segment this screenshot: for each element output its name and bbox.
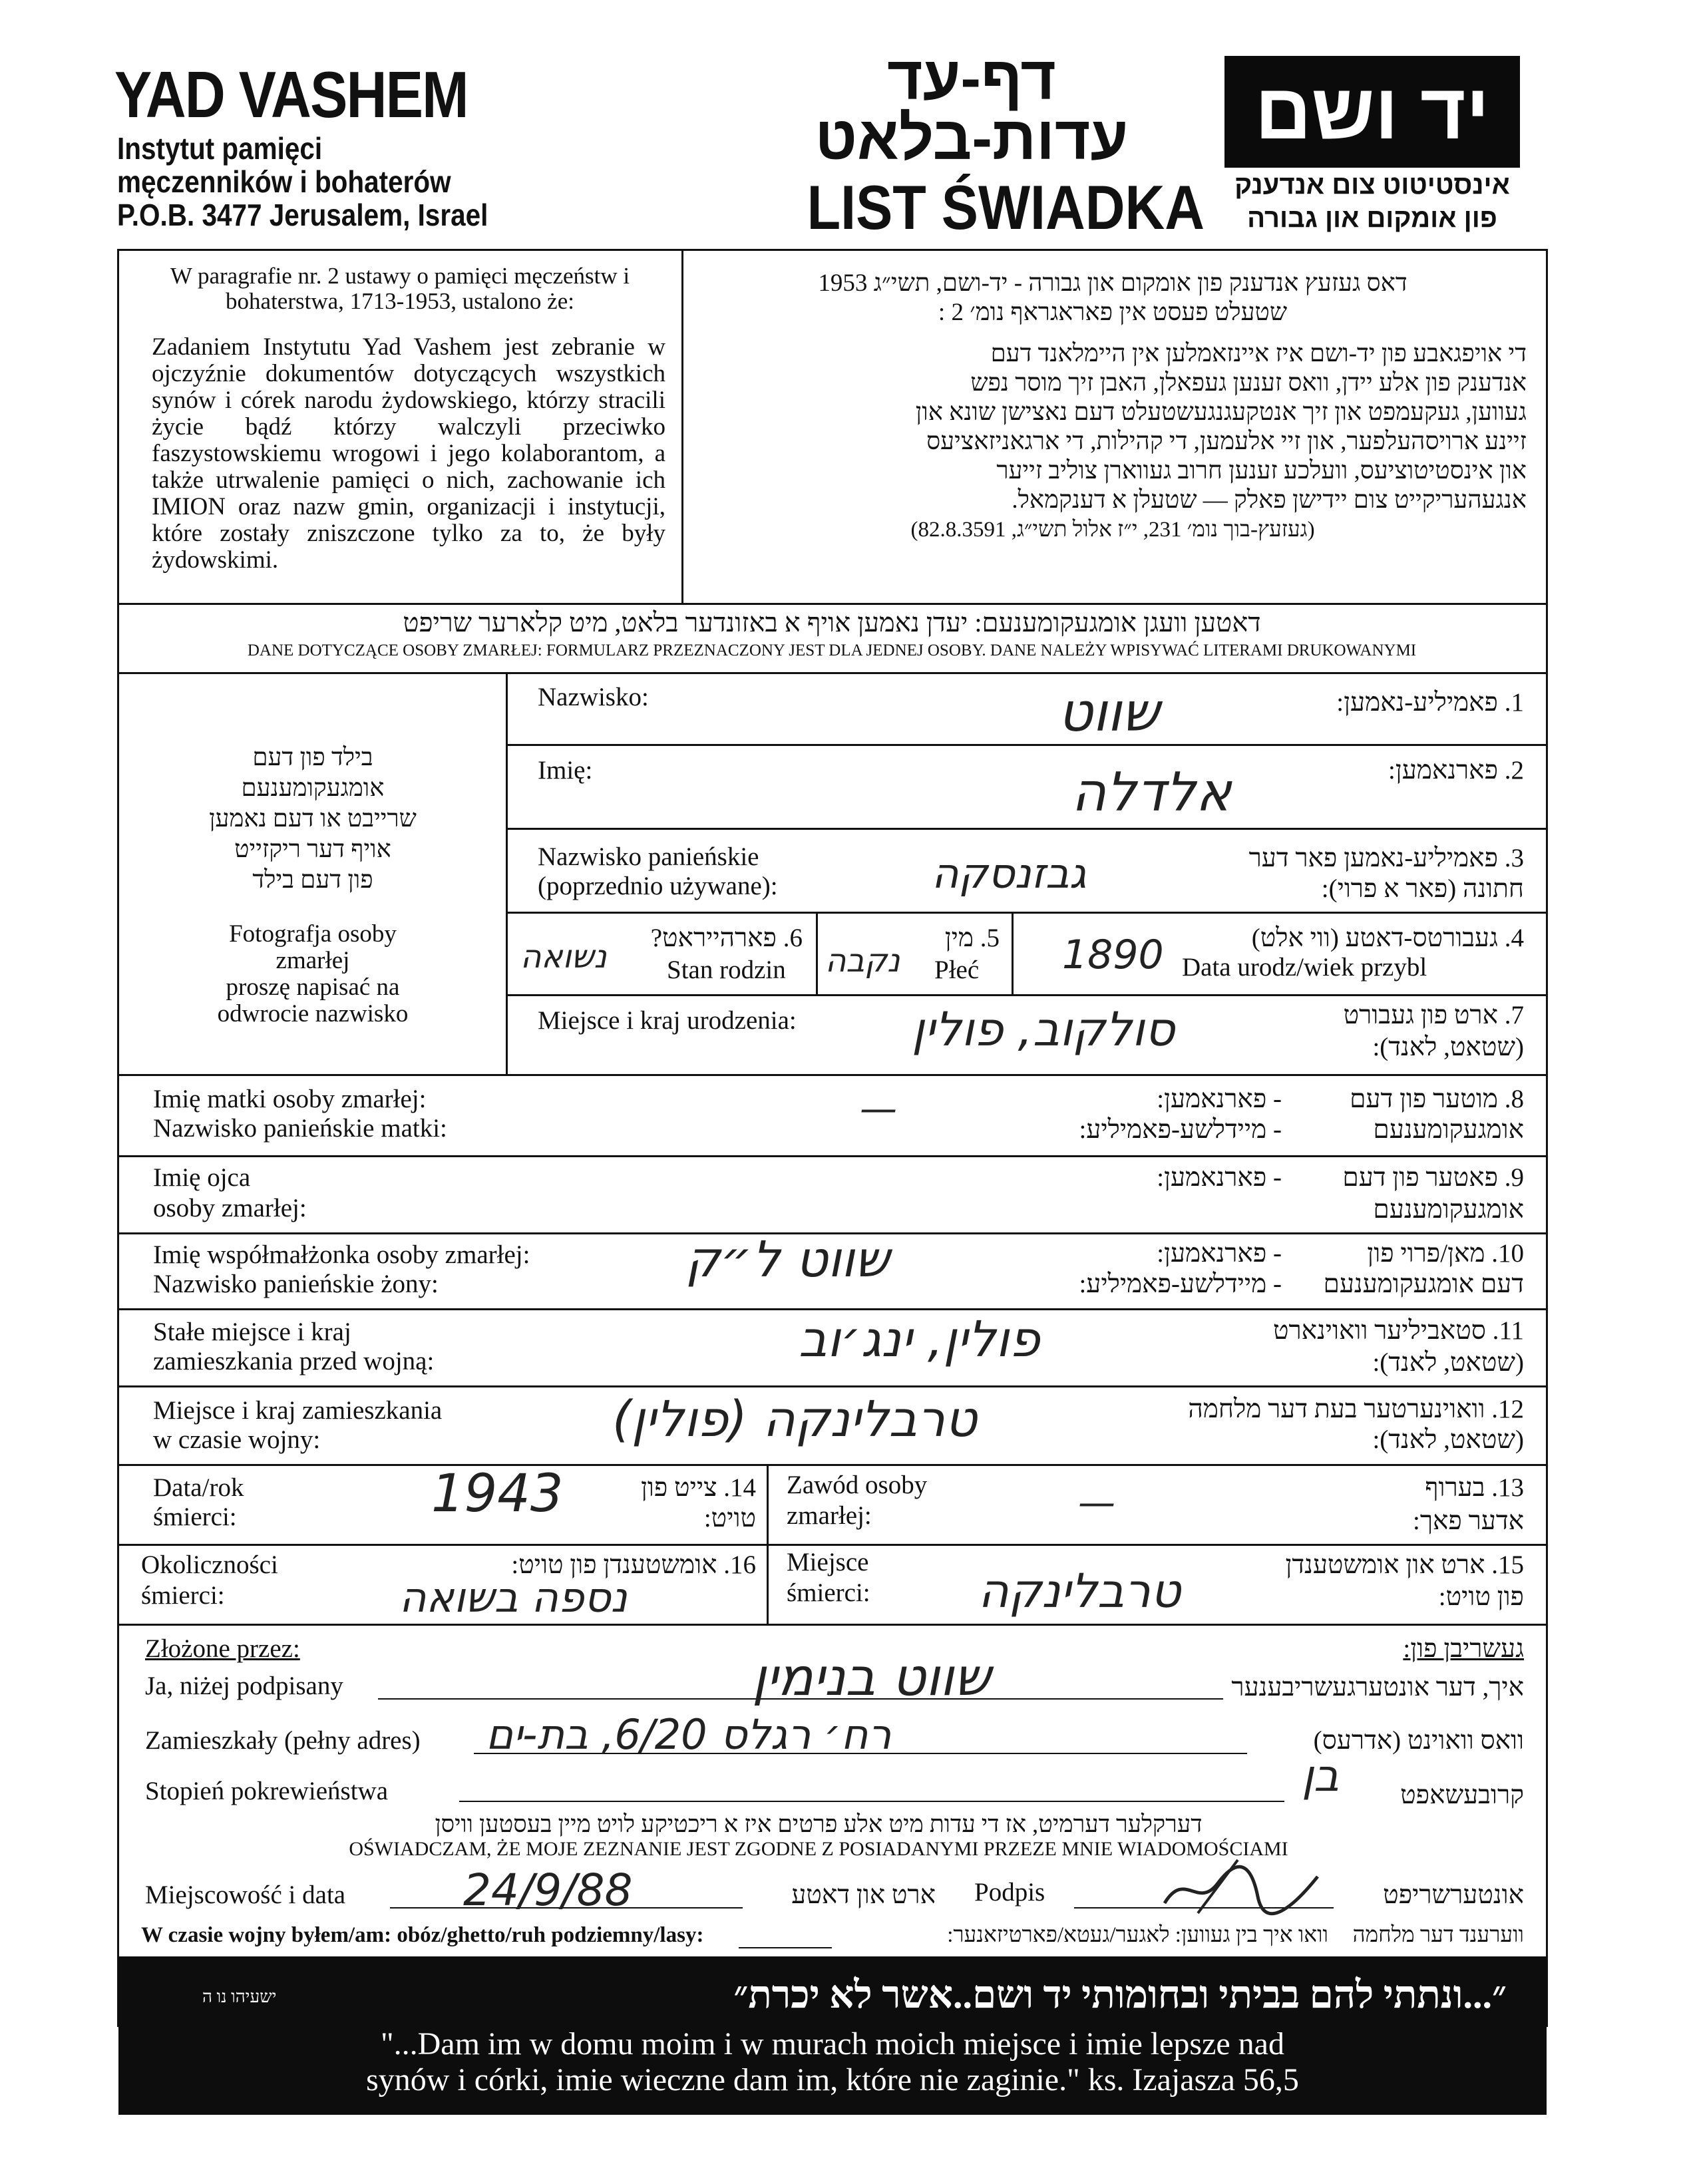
field-11-yiddish-label-1: 11. סטאביליער וואוינארט: [1272, 1316, 1524, 1345]
field-14-yiddish-label-2: טויט:: [703, 1504, 756, 1533]
field-11-yiddish-label-2: (שטאט, לאנד):: [1372, 1348, 1524, 1377]
field-15-polish-label-1: Miejsce: [787, 1548, 869, 1576]
field-7-yiddish-label-1: 7. ארט פון געבורט: [1343, 1001, 1524, 1029]
field-16-value[interactable]: נספה בשואה: [399, 1573, 628, 1622]
field-3-polish-label-1: Nazwisko panieńskie: [538, 842, 759, 871]
submitter-relation-yiddish-label: קרובעשאפט: [1400, 1781, 1524, 1809]
declaration-polish: OŚWIADCZAM, ŻE MOJE ZEZNANIE JEST ZGODNE Z POSIADANYMI PRZEZE MNIE WIADOMOŚCIAMI: [349, 1838, 1288, 1860]
field-2-polish-label: Imię:: [538, 756, 593, 785]
field-15-value[interactable]: טרבלינקה: [978, 1564, 1181, 1618]
field-6-polish-label: Stan rodzin: [667, 956, 786, 984]
field-13-yiddish-label-2: אדער פאך:: [1413, 1507, 1524, 1535]
photo-polish-line: Fotografja osoby: [229, 920, 397, 948]
field-6-yiddish-label: 6. פארהייראט?: [650, 924, 803, 952]
submitter-address-yiddish-label: וואס וואוינט (אדרעס): [1313, 1726, 1524, 1755]
field-8-yiddish-label-1: 8. מוטער פון דעם: [1350, 1085, 1524, 1113]
org-address: P.O.B. 3477 Jerusalem, Israel: [117, 198, 488, 232]
field-7-polish-label: Miejsce i kraj urodzenia:: [538, 1006, 797, 1035]
field-8-yiddish-subfield-2: - מיידלשע-פאמיליע:: [1079, 1115, 1282, 1144]
instructions-yiddish: דאטען וועגן אומגעקומענעם: יעדן נאמען אויף א באזונדער בלאט, מיט קלארער שריפט: [403, 608, 1261, 637]
photo-polish-line: proszę napisać na: [226, 974, 400, 1001]
logo-subtitle-1: אינסטיטוט צום אנדענק: [1234, 170, 1510, 200]
footer-polish-line-2: synów i córki, imie wieczne dam im, które nie zaginie." ks. Izajasza 56,5: [366, 2062, 1299, 2097]
field-10-yiddish-label-2: דעם אומגעקומענעם: [1323, 1270, 1524, 1298]
org-line-2: męczenników i bohaterów: [117, 164, 451, 199]
law-yiddish-line: (געזעץ-בוך נומ׳ 231, י״ז אלול תשי״ג, 82.8.3591): [910, 518, 1315, 542]
law-yiddish-text: [699, 269, 1527, 544]
field-8-polish-label-1: Imię matki osoby zmarłej:: [153, 1085, 427, 1113]
wartime-polish-label: W czasie wojny byłem/am: obóz/ghetto/ruh podziemny/lasy:: [141, 1923, 704, 1947]
field-2-yiddish-label: 2. פארנאמען:: [1388, 756, 1524, 785]
field-3-polish-label-2: (poprzednio używane):: [538, 872, 778, 900]
submitter-name-value[interactable]: שווט בנימין: [752, 1648, 991, 1708]
org-line-1: Instytut pamięci: [117, 131, 323, 166]
field-10-yiddish-label-1: 10. מאן/פרוי פון: [1367, 1239, 1524, 1268]
instructions-polish: DANE DOTYCZĄCE OSOBY ZMARŁEJ: FORMULARZ PRZEZNACZONY JEST DLA JEDNEJ OSOBY. DANE NALEŻY WPISYWAĆ LITERAMI DRUKOWANYMI: [247, 641, 1417, 659]
law-yiddish-line: די אויפגאבע פון יד-ושם איז איינזאמלען אין היימלאנד דעם: [990, 340, 1527, 367]
field-3-value[interactable]: גבזנסקה: [932, 849, 1087, 898]
field-12-polish-label-2: w czasie wojny:: [153, 1425, 321, 1454]
field-10-value[interactable]: שווט ל״ק: [685, 1231, 890, 1288]
field-4-yiddish-label: 4. געבורטס-דאטע (ווי אלט): [1251, 924, 1524, 952]
photo-yiddish-line: שרייבט או דעם נאמען: [209, 805, 417, 832]
signature-polish-label: Podpis: [974, 1878, 1045, 1907]
footer-hebrew-reference: ישעיהו נו ה: [202, 1987, 277, 2006]
field-5-yiddish-label: 5. מין: [944, 924, 1000, 952]
field-15-yiddish-label-1: 15. ארט און אומשטענדן: [1285, 1550, 1524, 1579]
law-polish-intro: W paragrafie nr. 2 ustawy o pamięci męczeństw i bohaterstwa, 1713-1953, ustalono że:: [170, 263, 630, 314]
logo-subtitle-2: פון אומקום און גבורה: [1247, 204, 1497, 233]
footer-hebrew-quote: ״...ונתתי להם בביתי ובחומותי יד ושם..אשר לא יכרת״: [733, 1973, 1507, 2016]
field-14-yiddish-label-1: 14. צייט פון: [640, 1473, 756, 1502]
field-13-yiddish-label-1: 13. בערוף: [1425, 1473, 1524, 1502]
law-yiddish-line: שטעלט פעסט אין פאראגראף נומ׳ 2 :: [938, 299, 1288, 326]
law-yiddish-line: געווען, געקעמפט און זיך אנטקעגנגעשטעלט דעם נאצישן שונא און: [915, 399, 1527, 426]
field-16-yiddish-label: 16. אומשטענדן פון טויט:: [511, 1550, 756, 1579]
declaration-yiddish: דערקלער דערמיט, אז די עדות מיט אלע פרטים איז א ריכטיקע לויט מיין בעסטען וויסן: [435, 1811, 1203, 1837]
submitter-address-value[interactable]: רח׳ רגלס 6/20, בת-ים: [486, 1710, 892, 1759]
photo-polish-line: odwrocie nazwisko: [217, 1000, 409, 1027]
field-11-polish-label-2: zamieszkania przed wojną:: [153, 1347, 435, 1375]
field-13-value[interactable]: —: [1078, 1481, 1115, 1525]
field-7-value[interactable]: סולקוב, פולין: [912, 1002, 1175, 1057]
field-2-value[interactable]: אלדלה: [1071, 761, 1232, 823]
field-15-yiddish-label-2: פון טויט:: [1438, 1582, 1524, 1611]
field-13-polish-label-1: Zawód osoby: [787, 1471, 928, 1499]
law-yiddish-line: און אינסטיטוציעס, וועלכע זענען חרוב געווארן צוליב זייער: [996, 457, 1527, 484]
signature-yiddish-label: אונטערשריפט: [1383, 1881, 1524, 1909]
logo-text: יד ושם: [1254, 68, 1490, 156]
field-11-polish-label-1: Stałe miejsce i kraj: [153, 1318, 351, 1346]
field-3-yiddish-label-1: 3. פאמיליע-נאמען פאר דער: [1248, 844, 1524, 872]
field-5-polish-label: Płeć: [934, 956, 980, 984]
photo-yiddish-line: אומגעקומענעם: [241, 775, 385, 802]
field-1-yiddish-label: 1. פאמיליע-נאמען:: [1336, 688, 1524, 717]
signature-scribble[interactable]: [1158, 1857, 1331, 1916]
field-8-polish-label-2: Nazwisko panieńskie matki:: [153, 1114, 447, 1143]
submitter-address-polish-label: Zamieszkały (pełny adres): [145, 1726, 421, 1755]
field-14-polish-label-2: śmierci:: [153, 1503, 237, 1531]
law-yiddish-line: דאס געזעץ אנדענק פון אומקום און גבורה - יד-ושם, תשי״ג 1953: [818, 270, 1407, 297]
law-yiddish-line: אנדענק פון אלע יידן, וואס זענען געפאלן, האבן זיך מוסר נפש: [970, 369, 1527, 397]
field-14-polish-label-1: Data/rok: [153, 1473, 244, 1502]
photo-yiddish-line: בילד פון דעם: [252, 744, 373, 771]
wartime-yiddish-label-1: וואו איך בין געווען: לאגער/געטא/פארטיזאנער:: [947, 1923, 1328, 1947]
org-title: YAD VASHEM: [114, 58, 468, 131]
field-7-yiddish-label-2: (שטאט, לאנד):: [1372, 1033, 1524, 1061]
photo-yiddish-line: פון דעם בילד: [252, 866, 373, 894]
field-12-polish-label-1: Miejsce i kraj zamieszkania: [153, 1396, 443, 1425]
field-12-yiddish-label-2: (שטאט, לאנד):: [1372, 1425, 1524, 1454]
center-heading-yiddish-1: דף-עד: [887, 45, 1056, 112]
footer-banner: [118, 1956, 1547, 2115]
footer-polish-line-1: "...Dam im w domu moim i w murach moich miejsce i imie lepsze nad: [381, 2026, 1284, 2062]
field-6-value[interactable]: נשואה: [520, 938, 607, 976]
place-date-value[interactable]: 24/9/88: [463, 1865, 633, 1916]
field-12-yiddish-label-1: 12. וואוינערטער בעת דער מלחמה: [1188, 1395, 1524, 1423]
photo-polish-line: zmarłej: [276, 947, 350, 974]
submitter-relation-polish-label: Stopień pokrewieństwa: [145, 1777, 389, 1805]
field-11-value[interactable]: פולין, ינג׳וב: [799, 1311, 1040, 1368]
field-13-polish-label-2: zmarłej:: [787, 1501, 872, 1530]
place-date-polish-label: Miejscowość i data: [145, 1881, 346, 1909]
field-4-polish-label: Data urodz/wiek przybl: [1182, 953, 1427, 982]
field-10-yiddish-subfield-2: - מיידלשע-פאמיליע:: [1079, 1270, 1282, 1298]
field-10-yiddish-subfield-1: - פארנאמען:: [1157, 1239, 1282, 1268]
submitter-title-polish: Złożone przez:: [145, 1634, 300, 1663]
law-polish-body: Zadaniem Instytutu Yad Vashem jest zebranie w ojczyźnie dokumentów dotyczących wszystkich synów i córek narodu żydowskiego, którzy stracili życie bądź którzy walczyli przeciwko faszystowskiemu wrogowi i jego kolaborantom, a także utrwalenie pamięci o nich, zachowanie ich IMION oraz nazw gmin, organizacji i instytucji, które zostały zniszczone tylko za to, że były żydowskimi.: [152, 333, 665, 574]
field-15-polish-label-2: śmierci:: [787, 1578, 870, 1607]
field-4-value[interactable]: 1890: [1062, 932, 1164, 978]
place-date-yiddish-label: ארט און דאטע: [791, 1881, 936, 1909]
field-9-yiddish-subfield: - פארנאמען:: [1157, 1163, 1282, 1192]
photo-box-polish: [130, 921, 495, 1027]
field-8-yiddish-subfield-1: - פארנאמען:: [1157, 1085, 1282, 1113]
submitter-relation-value[interactable]: בן: [1302, 1750, 1340, 1801]
submitter-title-yiddish: געשריבן פון:: [1403, 1634, 1524, 1663]
field-1-polish-label: Nazwisko:: [538, 683, 649, 711]
photo-yiddish-line: אויף דער ריקזייט: [234, 836, 391, 863]
field-1-value[interactable]: שווט: [1058, 681, 1160, 743]
field-16-polish-label-2: śmierci:: [141, 1581, 225, 1610]
law-yiddish-line: זיינע ארויסהעלפער, און זיי אלעמען, די קהילות, די ארגאניזאציעס: [926, 428, 1527, 455]
form-title: LIST ŚWIADKA: [807, 172, 1205, 242]
field-8-yiddish-label-2: אומגעקומענעם: [1373, 1115, 1524, 1144]
law-yiddish-line: אנגעהעריקייט צום יידישן פאלק — שטעלן א דענקמאל.: [1012, 486, 1527, 514]
field-8-value[interactable]: —: [860, 1087, 897, 1131]
field-14-value[interactable]: 1943: [431, 1464, 564, 1524]
field-10-polish-label-1: Imię współmałżonka osoby zmarłej:: [153, 1240, 530, 1269]
field-16-polish-label-1: Okoliczności: [141, 1550, 278, 1579]
field-5-value[interactable]: נקבה: [825, 942, 900, 980]
field-9-polish-label-1: Imię ojca: [153, 1163, 251, 1192]
submitter-name-polish-label: Ja, niżej podpisany: [145, 1672, 343, 1700]
field-10-polish-label-2: Nazwisko panieńskie żony:: [153, 1270, 439, 1298]
field-9-yiddish-label-2: אומגעקומענעם: [1373, 1195, 1524, 1224]
field-9-polish-label-2: osoby zmarłej:: [153, 1194, 307, 1222]
yad-vashem-logo: [1224, 56, 1520, 168]
field-12-value[interactable]: טרבלינקה (פולין): [612, 1391, 978, 1448]
field-9-yiddish-label-1: 9. פאטער פון דעם: [1342, 1163, 1524, 1192]
center-heading-yiddish-2: עדות-בלאט: [815, 104, 1129, 172]
photo-box-yiddish: [130, 743, 495, 896]
submitter-name-yiddish-label: איך, דער אונטערגעשריבענער: [1231, 1673, 1524, 1702]
field-3-yiddish-label-2: חתונה (פאר א פרוי):: [1321, 874, 1524, 903]
wartime-yiddish-label-2: ווערענד דער מלחמה: [1352, 1923, 1524, 1947]
